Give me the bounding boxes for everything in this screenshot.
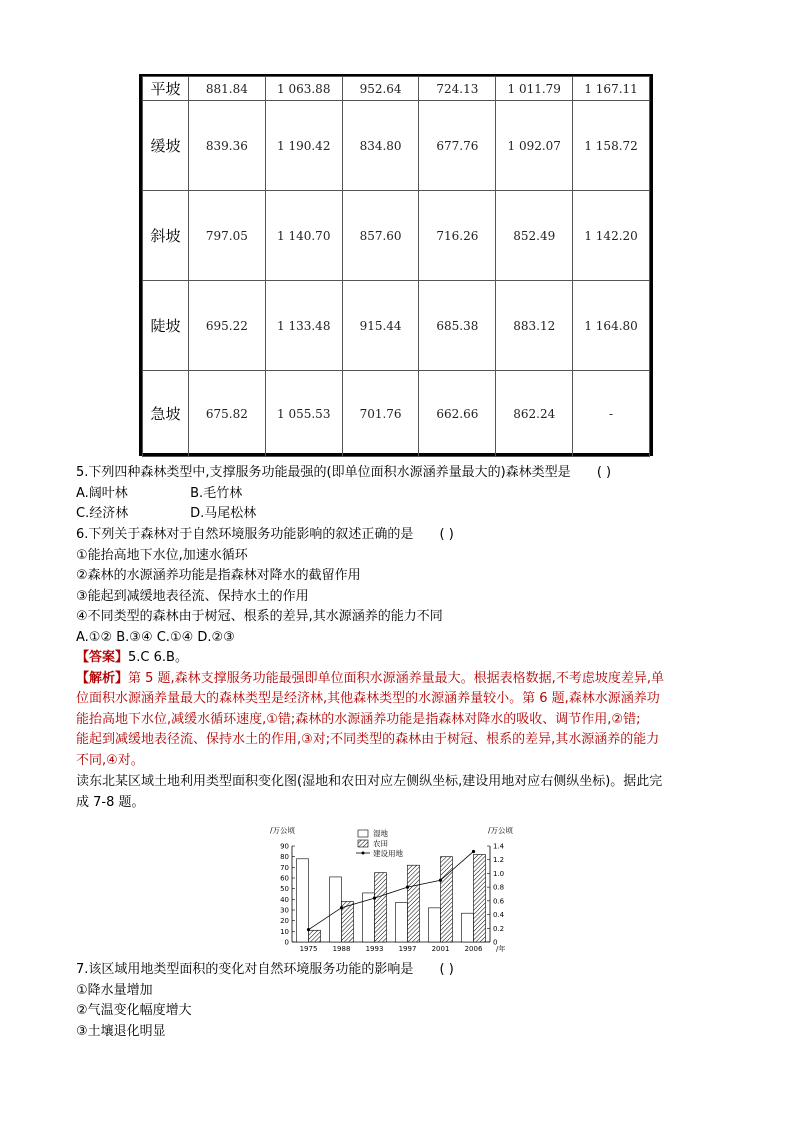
table-cell: 724.13 (419, 77, 496, 101)
q5-stem: 5.下列四种森林类型中,支撑服务功能最强的(即单位面积水源涵养量最大的)森林类型是 (76, 465, 571, 480)
q6-answer-paren: ( ) (439, 527, 454, 542)
legend-farmland-swatch (358, 840, 368, 847)
left-tick-label: 10 (280, 927, 289, 936)
right-tick-label: 0.8 (493, 883, 505, 892)
answer-text: 5.C 6.B。 (128, 650, 188, 665)
table-cell: 952.64 (342, 77, 419, 101)
x-tick-label: 1997 (398, 945, 417, 953)
x-tick-label: 2006 (464, 945, 483, 953)
left-tick-label: 70 (280, 863, 289, 872)
right-tick-label: 0.2 (493, 924, 505, 933)
y-axis-left-label: /万公顷 (270, 826, 296, 835)
x-axis-label: /年 (496, 945, 506, 953)
analysis-line-2: 位面积水源涵养量最大的森林类型是经济林,其他森林类型的水源涵养量较小。第 6 题,森林水源涵养功 (76, 691, 660, 706)
q6-stem: 6.下列关于森林对于自然环境服务功能影响的叙述正确的是 (76, 527, 414, 542)
answer-block (76, 648, 726, 771)
point-construction (373, 897, 376, 900)
bar-wetland (462, 913, 474, 942)
q6-options: A.①② B.③④ C.①④ D.②③ (76, 629, 235, 645)
question-7 (76, 960, 726, 1042)
table-cell: 1 055.53 (265, 371, 342, 457)
point-construction (439, 879, 442, 882)
table-cell: 1 011.79 (496, 77, 573, 101)
left-tick-label: 20 (280, 917, 289, 926)
bar-farmland (375, 873, 387, 942)
legend-construction-marker (362, 852, 365, 855)
table-cell: 1 142.20 (573, 191, 650, 281)
table-cell: 797.05 (189, 191, 266, 281)
q6-item-2: ②森林的水源涵养功能是指森林对降水的截留作用 (76, 568, 361, 583)
left-tick-label: 30 (280, 906, 289, 915)
table-cell: 1 133.48 (265, 281, 342, 371)
bar-farmland (309, 930, 321, 942)
bar-wetland (297, 859, 309, 942)
table-row (143, 101, 650, 191)
row-label: 平坡 (143, 77, 189, 101)
bar-wetland (330, 877, 342, 942)
q6-item-4: ④不同类型的森林由于树冠、根系的差异,其水源涵养的能力不同 (76, 609, 443, 624)
intro-line-1: 读东北某区域土地利用类型面积变化图(湿地和农田对应左侧纵坐标,建设用地对应右侧纵坐标)。据此完 (76, 774, 663, 789)
table-cell: 852.49 (496, 191, 573, 281)
table-cell: 883.12 (496, 281, 573, 371)
table-cell: 881.84 (189, 77, 266, 101)
table-cell: 839.36 (189, 101, 266, 191)
right-tick-label: 1.2 (493, 856, 505, 865)
bar-farmland (474, 855, 486, 942)
q7-stem: 7.该区域用地类型面积的变化对自然环境服务功能的影响是 (76, 962, 414, 977)
right-tick-label: 0 (493, 938, 498, 947)
table-cell: 675.82 (189, 371, 266, 457)
left-tick-label: 60 (280, 874, 289, 883)
point-construction (307, 928, 310, 931)
data-table (142, 76, 650, 457)
question-5 (76, 463, 726, 525)
left-tick-label: 90 (280, 842, 289, 851)
table-cell: 834.80 (342, 101, 419, 191)
y-axis-right-label: /万公顷 (488, 826, 514, 835)
legend-farmland-label: 农田 (373, 839, 388, 848)
table-cell: 1 092.07 (496, 101, 573, 191)
table-cell: 701.76 (342, 371, 419, 457)
x-tick-label: 1988 (332, 945, 351, 953)
table-row (143, 191, 650, 281)
left-tick-label: 50 (280, 885, 289, 894)
table-cell: 1 167.11 (573, 77, 650, 101)
x-tick-label: 1975 (299, 945, 318, 953)
table-row (143, 371, 650, 457)
q5-option-a: A.阔叶林 (76, 485, 128, 501)
analysis-label: 【解析】 (76, 670, 129, 686)
q7-item-1: ①降水量增加 (76, 982, 153, 998)
table-cell: 915.44 (342, 281, 419, 371)
row-label: 陡坡 (143, 281, 189, 371)
row-label: 缓坡 (143, 101, 189, 191)
point-construction (406, 886, 409, 889)
q5-option-b: B.毛竹林 (190, 485, 243, 501)
bar-wetland (363, 893, 375, 942)
right-tick-label: 1.4 (493, 842, 505, 851)
point-construction (472, 850, 475, 853)
q5-answer-paren: ( ) (596, 465, 612, 480)
table-row (143, 281, 650, 371)
q5-option-d: D.马尾松林 (190, 506, 257, 521)
right-tick-label: 0.4 (493, 911, 505, 920)
x-tick-label: 1993 (365, 945, 384, 953)
right-tick-label: 1.0 (493, 869, 505, 878)
table-cell: 677.76 (419, 101, 496, 191)
table-cell: 1 140.70 (265, 191, 342, 281)
q6-item-3: ③能起到减缓地表径流、保持水土的作用 (76, 588, 309, 604)
table-row (143, 77, 650, 101)
table-cell: 662.66 (419, 371, 496, 457)
left-tick-label: 0 (284, 938, 289, 947)
q7-answer-paren: ( ) (439, 962, 454, 977)
intro-line-2: 成 7-8 题。 (76, 794, 145, 810)
table-cell: 857.60 (342, 191, 419, 281)
point-construction (340, 906, 343, 909)
bar-wetland (429, 908, 441, 942)
q5-option-c: C.经济林 (76, 506, 129, 521)
q7-item-2: ②气温变化幅度增大 (76, 1003, 192, 1018)
table-cell: - (573, 371, 650, 457)
right-tick-label: 0.6 (493, 897, 505, 906)
land-use-chart (270, 825, 530, 953)
bar-wetland (396, 903, 408, 942)
table-cell: 685.38 (419, 281, 496, 371)
analysis-line-1: 第 5 题,森林支撑服务功能最强即单位面积水源涵养量最大。根据表格数据,不考虑坡度差异,单 (128, 670, 664, 686)
answer-label: 【答案】 (76, 650, 129, 665)
data-table-frame (139, 74, 653, 456)
question-6 (76, 525, 726, 648)
bar-farmland (408, 865, 420, 942)
q7-item-3: ③土壤退化明显 (76, 1023, 166, 1039)
bar-farmland (441, 857, 453, 942)
table-cell: 1 063.88 (265, 77, 342, 101)
row-label: 斜坡 (143, 191, 189, 281)
analysis-line-3: 能抬高地下水位,减缓水循环速度,①错;森林的水源涵养功能是指森林对降水的吸收、调节作用,②错; (76, 711, 641, 727)
legend-wetland-swatch (358, 830, 368, 837)
x-tick-label: 2001 (431, 945, 450, 953)
table-cell: 1 164.80 (573, 281, 650, 371)
analysis-line-4: 能起到减缓地表径流、保持水土的作用,③对;不同类型的森林由于树冠、根系的差异,其水源涵养的能力 (76, 732, 660, 747)
left-tick-label: 40 (280, 895, 289, 904)
legend-construction-label: 建设用地 (373, 849, 403, 858)
table-cell: 862.24 (496, 371, 573, 457)
row-label: 急坡 (143, 371, 189, 457)
table-cell: 1 190.42 (265, 101, 342, 191)
legend-wetland-label: 湿地 (373, 829, 388, 838)
left-tick-label: 80 (280, 853, 289, 862)
q6-item-1: ①能抬高地下水位,加速水循环 (76, 547, 248, 563)
table-cell: 716.26 (419, 191, 496, 281)
intro-7-8 (76, 772, 726, 813)
table-cell: 1 158.72 (573, 101, 650, 191)
analysis-line-5: 不同,④对。 (76, 752, 144, 768)
table-cell: 695.22 (189, 281, 266, 371)
